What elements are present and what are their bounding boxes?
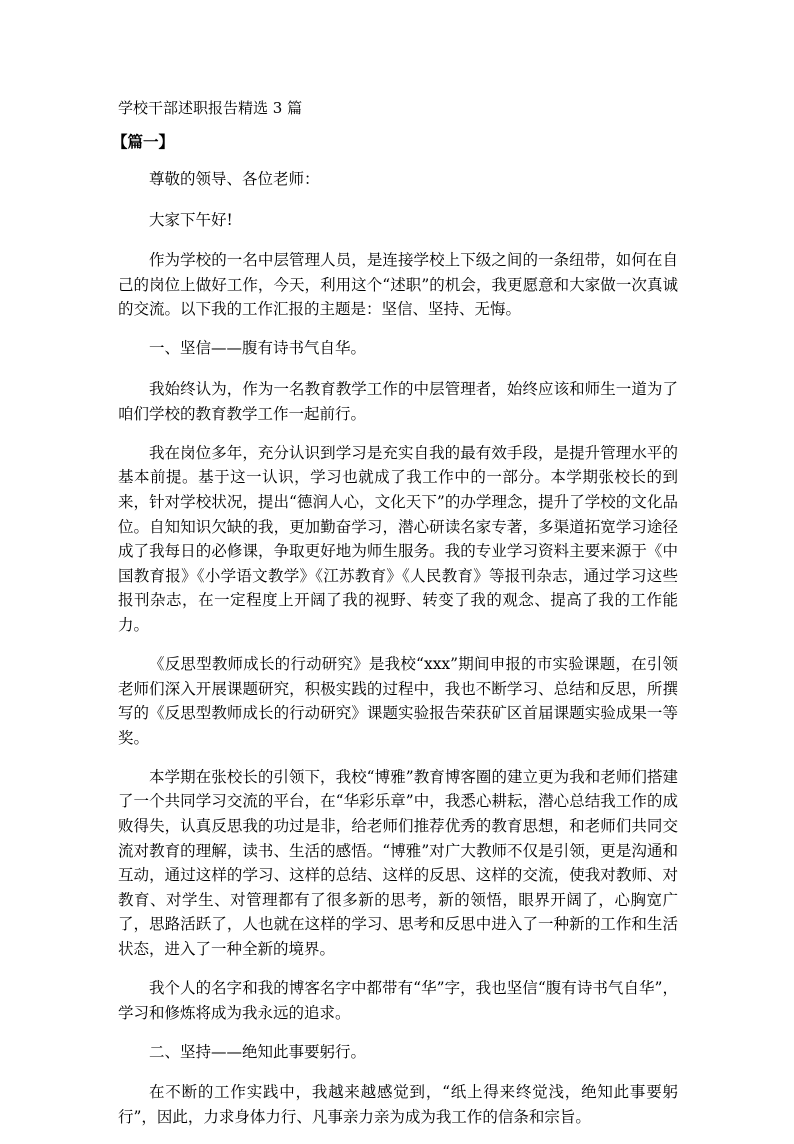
body-paragraph: 《反思型教师成长的行动研究》是我校“xxx”期间申报的市实验课题，在引领老师们深入开展课题研究，积极实践的过程中，我也不断学习、总结和反思，所撰写的《反思型教师成长的行动研究》课题实验报告荣获矿区首届课题实验成果一等奖。 <box>118 655 678 747</box>
subheading-1: 一、坚信——腹有诗书气自华。 <box>149 339 367 358</box>
body-paragraph: 在不断的工作实践中，我越来越感觉到，“纸上得来终觉浅，绝知此事要躬行”，因此，力求身体力行、凡事亲力亲为成为我工作的信条和宗旨。 <box>118 1083 678 1126</box>
salutation: 尊敬的领导、各位老师： <box>149 170 320 188</box>
section-heading: 【篇一】 <box>112 132 175 151</box>
body-paragraph: 本学期在张校长的引领下，我校“博雅”教育博客圈的建立更为我和老师们搭建了一个共同学习交流的平台，在“华彩乐章”中，我悉心耕耘，潜心总结我工作的成败得失，认真反思我的功过是非，给老师们推荐优秀的教育思想，和老师们共同交流对教育的理解，读书、生活的感悟。“博雅”对广大教师不仅是引领，更是沟通和互动，通过这样的学习、这样的总结、这样的反思、这样的交流，使我对教师、对教育、对学生、对管理都有了很多新的思考，新的领悟，眼界开阔了，心胸宽广了，思路活跃了，人也就在这样的学习、思考和反思中进入了一种新的工作和生活状态，进入了一种全新的境界。 <box>118 767 678 959</box>
document-body <box>118 167 678 1144</box>
greeting: 大家下午好! <box>149 210 233 229</box>
intro-paragraph: 作为学校的一名中层管理人员，是连接学校上下级之间的一条纽带，如何在自己的岗位上做好工作，今天，利用这个“述职”的机会，我更愿意和大家做一次真诚的交流。以下我的工作汇报的主题是：坚信、坚持、无悔。 <box>118 251 678 319</box>
body-paragraph: 我在岗位多年，充分认识到学习是充实自我的最有效手段，是提升管理水平的基本前提。基于这一认识，学习也就成了我工作中的一部分。本学期张校长的到来，针对学校状况，提出“德润人心，文化天下”的办学理念，提升了学校的文化品位。自知知识欠缺的我，更加勤奋学习，潜心研读名家专著，多渠道拓宽学习途径成了我每日的必修课，争取更好地为师生服务。我的专业学习资料主要来源于《中国教育报》《小学语文教学》《江苏教育》《人民教育》等报刊杂志，通过学习这些报刊杂志，在一定程度上开阔了我的视野、转变了我的观念、提高了我的工作能力。 <box>118 443 678 634</box>
body-paragraph: 我始终认为，作为一名教育教学工作的中层管理者，始终应该和师生一道为了咱们学校的教育教学工作一起前行。 <box>118 380 678 423</box>
document-title: 学校干部述职报告精选 3 篇 <box>118 99 303 117</box>
subheading-2: 二、坚持——绝知此事要躬行。 <box>149 1042 367 1061</box>
body-paragraph: 我个人的名字和我的博客名字中都带有“华”字，我也坚信“腹有诗书气自华”，学习和修炼将成为我永远的追求。 <box>118 979 678 1022</box>
